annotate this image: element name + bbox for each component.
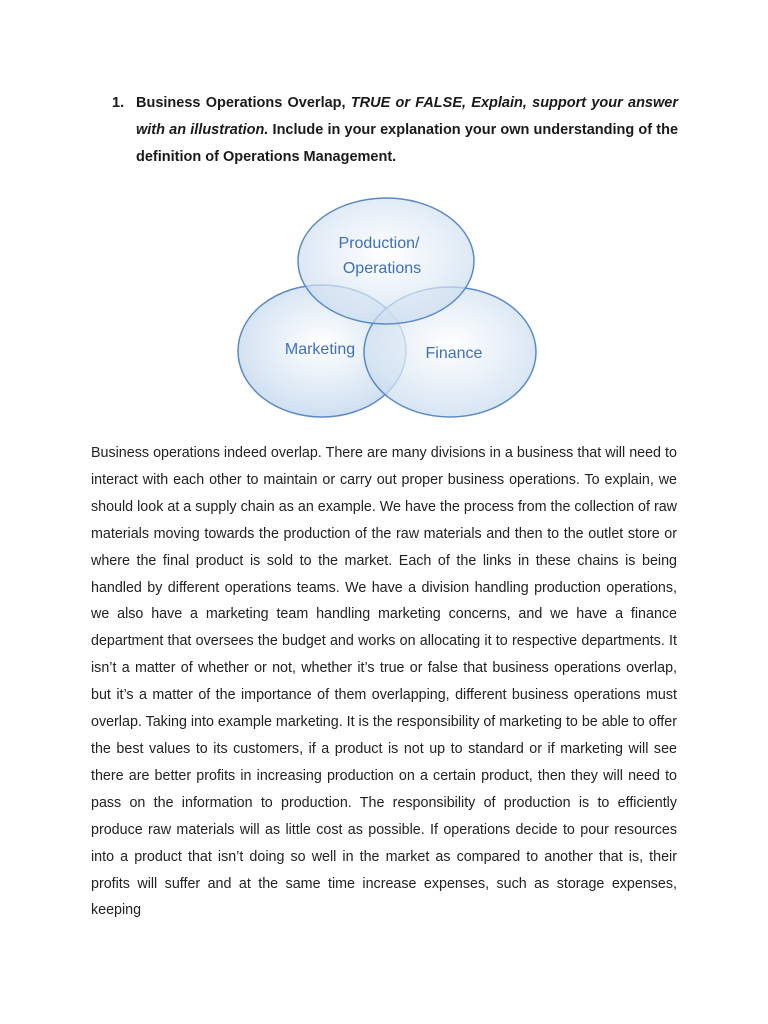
label-finance: Finance <box>425 345 483 362</box>
question-part2-italic: TRUE or FALSE, Explain, support your answer with an illustration. <box>136 95 678 138</box>
question-text <box>136 90 678 171</box>
question-block <box>112 90 678 171</box>
label-production-line1: Production/ <box>338 235 420 252</box>
question-part1: Business Operations Overlap, <box>136 95 351 111</box>
label-marketing: Marketing <box>284 341 356 358</box>
question-part3: Include in your explanation your own understanding of the definition of Operations Management. <box>136 122 679 165</box>
body-paragraph: Business operations indeed overlap. There are many divisions in a business that will need to interact with each other to maintain or carry out proper business operations. To explain, we should look at a supply chain as an example. We have the process from the collection of raw materials moving towards the production of the raw materials and then to the outlet store or where the final product is sold to the market. Each of the links in these chains is being handled by different operations teams. We have a division handling production operations, we also have a marketing team handling marketing concerns, and we have a finance department that oversees the budget and works on allocating it to respective departments. It isn’t a matter of whether or not, whether it’s true or false that business operations overlap, but it’s a matter of the importance of them overlapping, different business operations must overlap. Taking into example marketing. It is the responsibility of marketing to be able to offer the best values to its customers, if a product is not up to standard or if marketing will see there are better profits in increasing production on a certain product, then they will need to pass on the information to production. The responsibility of production is to efficiently produce raw materials will as little cost as possible. If operations decide to pour resources into a product that isn’t doing so well in the market as compared to another that is, their profits will suffer and at the same time increase expenses, such as storage expenses, keeping <box>91 445 677 919</box>
venn-diagram <box>230 185 540 425</box>
label-production-line2: Operations <box>342 260 422 277</box>
question-number: 1. <box>112 95 125 111</box>
